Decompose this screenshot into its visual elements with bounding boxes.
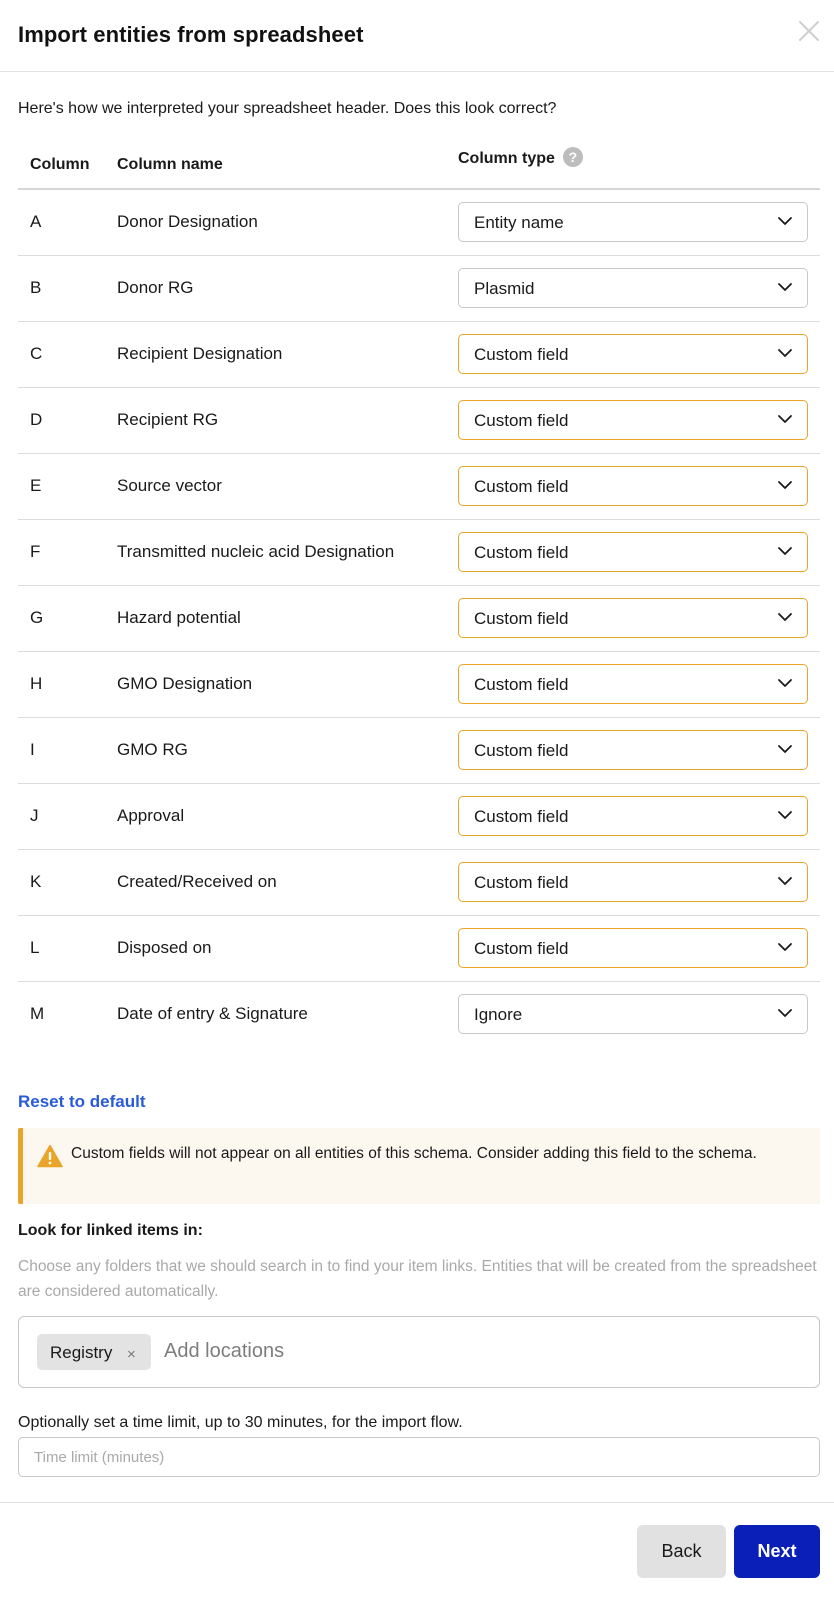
chevron-down-icon xyxy=(777,611,793,623)
column-type-value: Ignore xyxy=(474,1005,523,1024)
column-type-value: Custom field xyxy=(474,873,569,892)
header-column: Column xyxy=(30,156,90,173)
column-letter: M xyxy=(30,1004,45,1023)
header-column-name: Column name xyxy=(117,156,223,173)
table-row xyxy=(18,718,820,784)
column-type-value: Custom field xyxy=(474,675,569,694)
intro-text: Here's how we interpreted your spreadsheet header. Does this look correct? xyxy=(18,100,557,117)
column-type-select[interactable] xyxy=(458,796,808,836)
chevron-down-icon xyxy=(777,545,793,557)
reset-to-default-link[interactable]: Reset to default xyxy=(18,1092,146,1111)
column-type-value: Custom field xyxy=(474,411,569,430)
close-icon[interactable] xyxy=(796,18,822,44)
table-header xyxy=(18,140,820,190)
table-row xyxy=(18,652,820,718)
back-button[interactable]: Back xyxy=(637,1525,726,1578)
column-type-value: Custom field xyxy=(474,939,569,958)
column-name: Donor RG xyxy=(117,278,194,297)
table-row xyxy=(18,190,820,256)
column-name: Transmitted nucleic acid Designation xyxy=(117,542,395,561)
column-letter: H xyxy=(30,674,43,693)
table-row xyxy=(18,322,820,388)
callout-text: Custom fields will not appear on all entities of this schema. Consider adding this field to the schema. xyxy=(71,1145,757,1162)
chevron-down-icon xyxy=(777,215,793,227)
next-button[interactable]: Next xyxy=(734,1525,820,1578)
dialog-header xyxy=(0,0,834,72)
column-letter: D xyxy=(30,410,43,429)
table-row xyxy=(18,850,820,916)
column-type-value: Custom field xyxy=(474,807,569,826)
column-type-select[interactable] xyxy=(458,862,808,902)
column-letter: K xyxy=(30,872,42,891)
help-icon[interactable]: ? xyxy=(563,147,583,167)
chevron-down-icon xyxy=(777,1007,793,1019)
time-limit-input[interactable] xyxy=(18,1437,820,1477)
column-type-value: Plasmid xyxy=(474,279,535,298)
footer-divider xyxy=(0,1502,834,1503)
location-chip-registry xyxy=(37,1334,151,1370)
column-letter: J xyxy=(30,806,39,825)
chip-label: Registry xyxy=(50,1343,113,1362)
chevron-down-icon xyxy=(777,677,793,689)
header-column-type-wrap xyxy=(458,150,583,168)
column-type-select[interactable] xyxy=(458,466,808,506)
column-name: Recipient RG xyxy=(117,410,219,429)
column-type-select[interactable] xyxy=(458,400,808,440)
locations-placeholder: Add locations xyxy=(164,1340,285,1362)
chevron-down-icon xyxy=(777,479,793,491)
table-row xyxy=(18,520,820,586)
locations-input[interactable] xyxy=(18,1316,820,1388)
column-type-select[interactable] xyxy=(458,532,808,572)
table-row xyxy=(18,586,820,652)
column-type-value: Custom field xyxy=(474,609,569,628)
chevron-down-icon xyxy=(777,941,793,953)
column-mapping-table xyxy=(18,190,820,1048)
column-letter: G xyxy=(30,608,44,627)
table-row xyxy=(18,454,820,520)
column-name: Hazard potential xyxy=(117,608,241,627)
column-letter: A xyxy=(30,212,42,231)
chevron-down-icon xyxy=(777,743,793,755)
column-type-value: Custom field xyxy=(474,543,569,562)
table-row xyxy=(18,916,820,982)
table-row xyxy=(18,256,820,322)
dialog-title: Import entities from spreadsheet xyxy=(18,22,364,47)
column-type-select[interactable] xyxy=(458,202,808,242)
column-letter: E xyxy=(30,476,42,495)
column-type-select[interactable] xyxy=(458,334,808,374)
column-type-select[interactable] xyxy=(458,598,808,638)
chevron-down-icon xyxy=(777,413,793,425)
column-letter: C xyxy=(30,344,43,363)
column-name: Source vector xyxy=(117,476,222,495)
column-name: GMO RG xyxy=(117,740,188,759)
column-type-select[interactable] xyxy=(458,730,808,770)
time-limit-label: Optionally set a time limit, up to 30 minutes, for the import flow. xyxy=(18,1414,463,1431)
column-type-select[interactable] xyxy=(458,928,808,968)
header-column-type: Column type xyxy=(458,150,555,167)
custom-field-warning-callout xyxy=(18,1128,820,1204)
linked-items-label: Look for linked items in: xyxy=(18,1222,203,1239)
column-type-value: Custom field xyxy=(474,345,569,364)
column-letter: F xyxy=(30,542,41,561)
column-name: Date of entry & Signature xyxy=(117,1004,308,1023)
column-type-value: Custom field xyxy=(474,741,569,760)
column-type-select[interactable] xyxy=(458,664,808,704)
column-letter: L xyxy=(30,938,40,957)
remove-chip-icon[interactable]: × xyxy=(127,1346,136,1363)
column-name: Created/Received on xyxy=(117,872,277,891)
chevron-down-icon xyxy=(777,809,793,821)
column-name: GMO Designation xyxy=(117,674,253,693)
chevron-down-icon xyxy=(777,347,793,359)
table-row xyxy=(18,388,820,454)
column-type-select[interactable] xyxy=(458,268,808,308)
column-type-value: Custom field xyxy=(474,477,569,496)
column-letter: I xyxy=(30,740,35,759)
column-name: Disposed on xyxy=(117,938,212,957)
column-name: Approval xyxy=(117,806,185,825)
chevron-down-icon xyxy=(777,281,793,293)
column-type-select[interactable] xyxy=(458,994,808,1034)
chevron-down-icon xyxy=(777,875,793,887)
column-type-value: Entity name xyxy=(474,213,564,232)
column-letter: B xyxy=(30,278,42,297)
table-row xyxy=(18,982,820,1048)
warning-triangle-icon xyxy=(37,1144,63,1168)
table-row xyxy=(18,784,820,850)
column-name: Donor Designation xyxy=(117,212,258,231)
linked-items-help: Choose any folders that we should search in to find your item links. Entities that will be created from the spreadsheet are considered automatically. xyxy=(18,1258,817,1300)
column-name: Recipient Designation xyxy=(117,344,283,363)
